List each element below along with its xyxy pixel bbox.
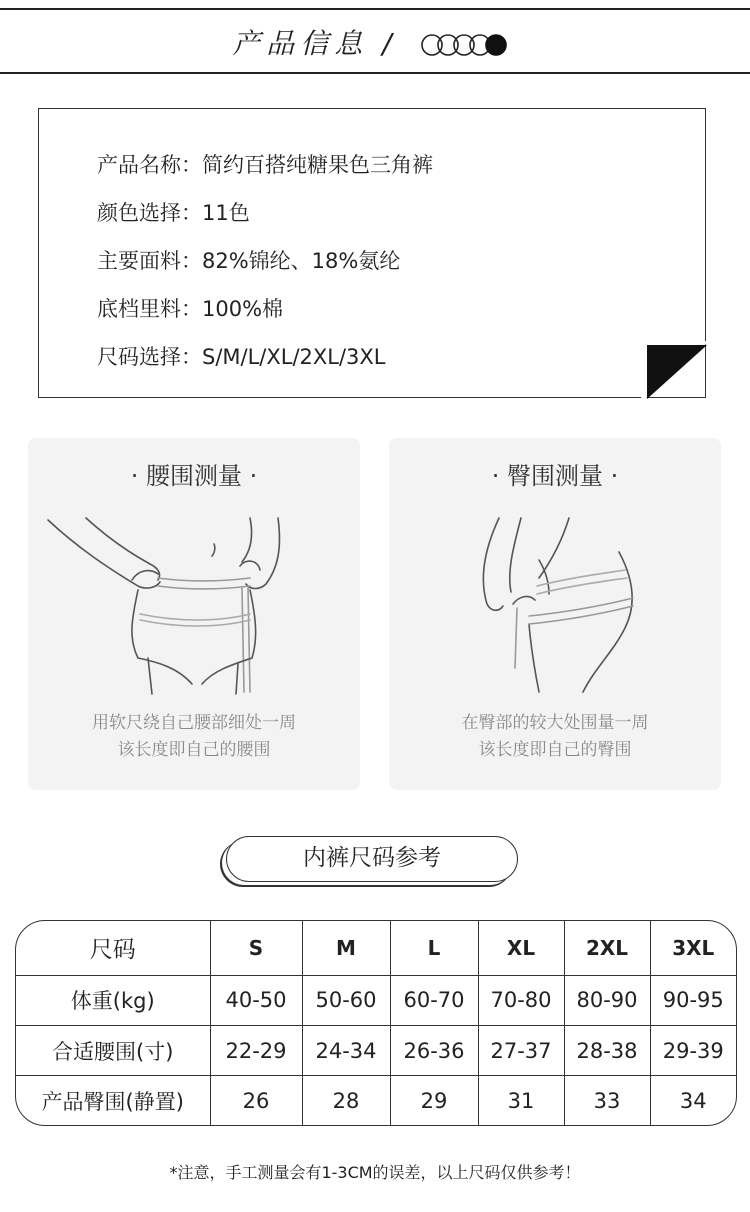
table-cell: 40-50: [210, 975, 302, 1025]
waist-desc-line1: 用软尺绕自己腰部细处一周: [92, 713, 296, 733]
table-cell: 50-60: [302, 975, 390, 1025]
info-value: 82%锦纶、18%氨纶: [202, 249, 401, 273]
table-cell: 24-34: [302, 1025, 390, 1075]
table-cell: 70-80: [478, 975, 564, 1025]
table-header-cell: XL: [478, 921, 564, 975]
table-cell: 31: [478, 1076, 564, 1125]
info-value: S/M/L/XL/2XL/3XL: [202, 345, 386, 369]
hip-desc-line1: 在臀部的较大处围量一周: [461, 713, 649, 733]
table-cell: 34: [679, 1088, 707, 1113]
table-row-label: 体重(kg): [16, 975, 210, 1025]
table-header-cell: L: [390, 921, 478, 975]
waist-description: [28, 710, 360, 764]
table-cell: 29-39: [650, 1025, 736, 1075]
table-row-label: 产品臀围(静置): [16, 1076, 210, 1125]
table-cell: 80-90: [564, 975, 650, 1025]
hip-measure-illustration: [389, 508, 721, 708]
table-header-cell: 2XL: [564, 921, 650, 975]
table-row: [16, 1076, 736, 1125]
header-top-line: [0, 8, 750, 10]
table-header-row: [16, 921, 736, 975]
size-reference-label: 内裤尺码参考: [226, 836, 518, 882]
table-header-cell: 3XL: [650, 921, 736, 975]
info-label: 尺码选择：: [97, 345, 202, 369]
info-row-lining: [97, 293, 283, 323]
table-row: [16, 1025, 736, 1075]
table-row-label: 合适腰围(寸): [16, 1025, 210, 1075]
header-slash: /: [382, 27, 398, 60]
rings-icon: [418, 32, 518, 58]
waist-measure-panel: [28, 438, 360, 790]
waist-measure-illustration: [28, 508, 360, 708]
table-cell: 26: [210, 1076, 302, 1125]
hip-title: · 臀围测量 ·: [491, 462, 619, 490]
size-table: [15, 920, 737, 1126]
hip-desc-line2: 该长度即自己的臀围: [478, 740, 632, 760]
table-cell: 29: [390, 1076, 478, 1125]
info-label: 颜色选择：: [97, 201, 202, 225]
table-row: [16, 975, 736, 1025]
info-row-sizes: [97, 341, 386, 371]
table-cell: 60-70: [390, 975, 478, 1025]
waist-desc-line2: 该长度即自己的腰围: [117, 740, 271, 760]
hip-description: [389, 710, 721, 764]
table-header-cell: M: [302, 921, 390, 975]
info-row-fabric: [97, 245, 400, 275]
info-value: 100%棉: [202, 297, 284, 321]
header-title-row: [0, 22, 750, 62]
folded-corner-icon: [641, 341, 707, 399]
table-cell: 90-95: [650, 975, 736, 1025]
product-info-card: [38, 108, 706, 398]
table-cell: 28-38: [564, 1025, 650, 1075]
table-cell: 28: [302, 1076, 390, 1125]
size-table-grid: [16, 921, 736, 1125]
table-cell: 27-37: [478, 1025, 564, 1075]
header-bottom-line: [0, 72, 750, 74]
info-label: 主要面料：: [97, 249, 202, 273]
table-header-cell: S: [210, 921, 302, 975]
info-label: 产品名称：: [97, 153, 202, 177]
disclaimer-note: *注意，手工测量会有1-3CM的误差，以上尺码仅供参考！: [169, 1163, 581, 1182]
info-row-colors: [97, 197, 250, 227]
info-value: 11色: [202, 201, 250, 225]
hip-measure-panel: [389, 438, 721, 790]
table-cell: 26-36: [390, 1025, 478, 1075]
info-label: 底档里料：: [97, 297, 202, 321]
waist-title: · 腰围测量 ·: [130, 462, 258, 490]
table-cell: 33: [564, 1076, 650, 1125]
info-row-name: [97, 149, 433, 179]
table-cell: 22-29: [210, 1025, 302, 1075]
header-title: 产品信息: [232, 27, 369, 60]
table-header-cell: 尺码: [16, 921, 210, 975]
info-value: 简约百搭纯糖果色三角裤: [202, 153, 433, 177]
